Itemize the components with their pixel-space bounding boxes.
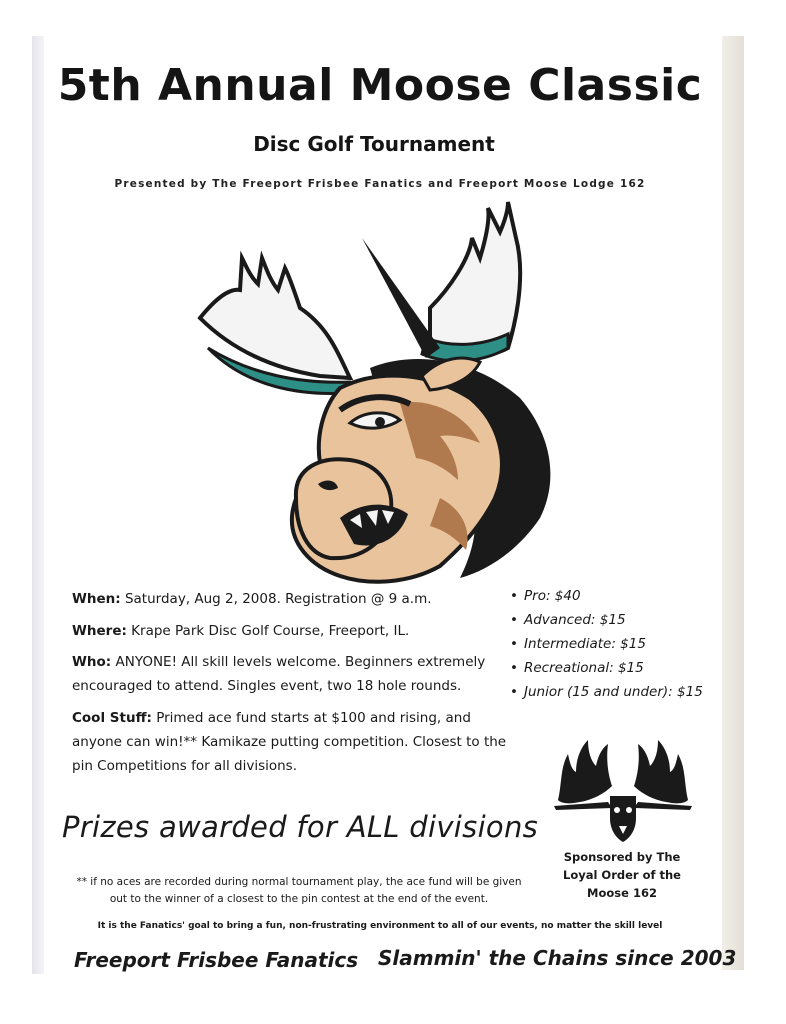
ace-fund-footnote: ** if no aces are recorded during normal tournament play, the ace fund will be given out to the winner of a closest to the pin contest at the end of the event.	[76, 876, 522, 905]
fee-item	[510, 632, 703, 656]
entry-fee-list	[510, 584, 703, 704]
where-label: Where:	[72, 623, 127, 639]
when-label: When:	[72, 591, 121, 607]
footer-club-name: Freeport Frisbee Fanatics	[74, 948, 359, 972]
bullet-icon: •	[510, 684, 518, 700]
fee-item	[510, 680, 703, 704]
fee-item	[510, 608, 703, 632]
fee-text: Junior (15 and under): $15	[524, 684, 703, 700]
page-edge-left	[32, 36, 44, 974]
where-text: Krape Park Disc Golf Course, Freeport, IL.	[131, 623, 410, 639]
flyer-subtitle: Disc Golf Tournament	[253, 132, 495, 156]
moose-lodge-emblem-image	[552, 734, 694, 846]
bullet-icon: •	[510, 588, 518, 604]
flyer-title: 5th Annual Moose Classic	[57, 60, 703, 111]
fee-item	[510, 656, 703, 680]
fee-item	[510, 584, 703, 608]
bullet-icon: •	[510, 612, 518, 628]
fee-text: Pro: $40	[524, 588, 581, 604]
fee-text: Recreational: $15	[524, 660, 644, 676]
bullet-icon: •	[510, 660, 518, 676]
cool-stuff-text: Primed ace fund starts at $100 and rising, and anyone can win!** Kamikaze putting competition. Closest to the pin Competitions for all divisions.	[72, 710, 507, 774]
who-line	[72, 650, 512, 698]
page-edge-right	[722, 36, 744, 970]
who-label: Who:	[72, 654, 112, 670]
goal-statement: It is the Fanatics' goal to bring a fun, non-frustrating environment to all of our events, no matter the skill level	[97, 921, 663, 931]
bullet-icon: •	[510, 636, 518, 652]
footer-slogan: Slammin' the Chains since 2003	[378, 946, 737, 970]
cool-stuff-label: Cool Stuff:	[72, 710, 152, 726]
moose-mascot-image	[190, 198, 570, 588]
prizes-banner: Prizes awarded for ALL divisions	[62, 810, 539, 844]
presented-by: Presented by The Freeport Frisbee Fanatics and Freeport Moose Lodge 162	[114, 178, 646, 190]
when-text: Saturday, Aug 2, 2008. Registration @ 9 a.m.	[124, 591, 432, 607]
when-line	[72, 587, 512, 611]
cool-stuff-line	[72, 706, 512, 778]
fee-text: Advanced: $15	[524, 612, 626, 628]
where-line	[72, 619, 512, 643]
who-text: ANYONE! All skill levels welcome. Beginners extremely encouraged to attend. Singles event, two 18 hole rounds.	[72, 654, 486, 694]
sponsor-text: Sponsored by The Loyal Order of the Moose 162	[563, 850, 681, 900]
fee-text: Intermediate: $15	[524, 636, 646, 652]
